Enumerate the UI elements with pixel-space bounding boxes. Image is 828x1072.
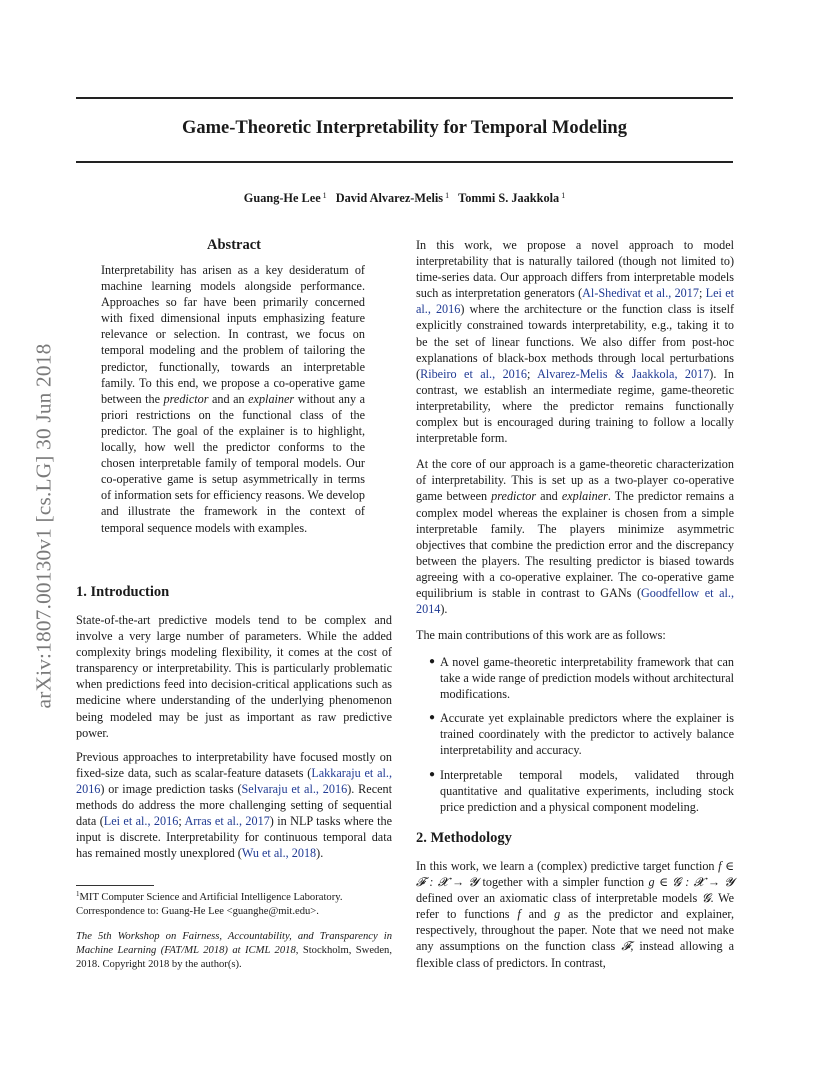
list-item: ● A novel game-theoretic interpretability framework that can take a wide range of prediction models without architectural modifications. [429, 655, 734, 702]
list-item: ● Accurate yet explainable predictors where the explainer is trained coordinately with the predictor to actively balance interpretability and accuracy. [429, 711, 734, 758]
author-list [76, 191, 733, 206]
right-paragraph-1: In this work, we propose a novel approach to model interpretability that is naturally tailored (though not limited to) time-series data. Our approach differs from interpretable models such as interpretation generators (Al-Shedivat et al., 2017; Lei et al., 2016) where the architecture or the function class is itself explicitly constrained towards interpretability, e.g., taking it to be the set of linear functions. We also differ from post-hoc explanations of black-box methods through local perturbations (Ribeiro et al., 2016; Alvarez-Melis & Jaakkola, 2017). In contrast, we establish an intermediate regime, game-theoretic interpretability, where the predictor remains functionally complex but is encouraged during training to follow a locally interpretable form. [416, 238, 735, 446]
contributions-intro: The main contributions of this work are as follows: [416, 628, 666, 643]
footnote: $^1$MIT Computer Science and Artificial Intelligence Laboratory. Correspondence to: Guang-He Lee <guanghe@mit.edu>. [76, 890, 343, 917]
workshop-notice: The 5th Workshop on Fairness, Accountability, and Transparency in Machine Learning (FAT/ML 2018) at ICML 2018, Stockholm, Sweden, 2018. Copyright 2018 by the author(s). [76, 931, 392, 970]
list-item: ● Interpretable temporal models, validated through quantitative and qualitative experiments, including stock price prediction and a physical component modeling. [429, 767, 734, 814]
citation-link[interactable]: Al-Shedivat et al., 2017 [582, 286, 699, 301]
author-2: David Alvarez-Melis $^1$ [335, 191, 450, 205]
intro-body [76, 612, 392, 861]
paper-title: Game-Theoretic Interpretability for Temporal Modeling [182, 118, 627, 138]
abstract-heading: Abstract [207, 237, 261, 253]
citation-link[interactable]: Alvarez-Melis & Jaakkola, 2017 [537, 366, 710, 381]
citation-link[interactable]: Arras et al., 2017 [184, 814, 270, 829]
abstract-body: Interpretability has arisen as a key desideratum of machine learning models alongside performance. Approaches so far have been primarily concerned with fixed dimensional inputs emphasizing feature relevance or selection. In contrast, we focus on temporal modeling and the problem of tailoring the predictor, functionally, towards an interpretable family. To this end, we propose a co-operative game between the predictor and an explainer without any a priori restrictions on the functional class of the predictor. The goal of the explainer is to highlight, locally, how well the predictor conforms to the chosen interpretable family of temporal models. Our co-operative game is setup asymmetrically in terms of information sets for efficiency reasons. We develop and illustrate the framework in the context of temporal sequence models with examples. [101, 263, 365, 535]
right-paragraph-2: At the core of our approach is a game-theoretic characterization of interpretability. This is set up as a two-player co-operative game between predictor and explainer. The predictor remains a complex model whereas the explainer is chosen from a simple interpretable family. The players minimize asymmetric objectives that combine the prediction error and the discrepancy between the players. The resulting predictor is biased towards agreeing with a co-operative explainer. The co-operative game equilibrium is stable in contrast to GANs (Goodfellow et al., 2014). [416, 457, 734, 617]
top-rule [76, 97, 733, 99]
contributions-list [429, 654, 734, 823]
author-3: Tommi S. Jaakkola $^1$ [458, 191, 566, 205]
citation-link[interactable]: Selvaraju et al., 2016 [241, 781, 348, 796]
footnote-rule [76, 885, 154, 886]
citation-link[interactable]: Lei et al., 2016 [103, 814, 179, 829]
citation-link[interactable]: Wu et al., 2018 [241, 846, 317, 861]
citation-link[interactable]: Lei et al., 2016 [416, 286, 734, 317]
citation-link[interactable]: Lakkaraju et al., 2016 [76, 765, 392, 796]
introduction-heading: 1. Introduction [76, 584, 170, 600]
title-bottom-rule [76, 161, 733, 163]
methodology-heading: 2. Methodology [416, 830, 512, 846]
intro-paragraph-2: Previous approaches to interpretability have focused mostly on fixed-size data, such as scalar-feature datasets (Lakkaraju et al., 2016) or image prediction tasks (Selvaraju et al., 2016). Recent methods do address the more challenging setting of sequential data (Lei et al., 2016; Arras et al., 2017) in NLP tasks where the input is discrete. Interpretability for continuous temporal data has remained mostly unexplored (Wu et al., 2018). [76, 749, 392, 861]
citation-link[interactable]: Ribeiro et al., 2016 [420, 366, 527, 381]
right-column-body [416, 237, 734, 643]
author-1: Guang-He Lee $^1$ [243, 191, 327, 205]
methodology-body: In this work, we learn a (complex) predictive target function f ∈ 𝓕 : 𝓧 → 𝓨 together with a simpler function g ∈ 𝓖 : 𝓧 → 𝓨 defined over an axiomatic class of interpretable models 𝓖. We refer to functions f and g as the predictor and explainer, respectively, throughout the paper. Note that we need not make any assumptions on the function class 𝓕, instead allowing a flexible class of predictors. In contrast, [416, 859, 735, 970]
citation-link[interactable]: Goodfellow et al., 2014 [416, 585, 734, 617]
intro-paragraph-1: State-of-the-art predictive models tend to be complex and involve a very large number of parameters. While the added complexity brings modeling flexibility, it comes at the cost of transparency or interpretability. This is particularly problematic when predictions feed into decision-critical applications such as medicine where understanding of the underlying phenomenon being modeled may be just as important as raw predictive power. [76, 613, 392, 740]
arxiv-stamp: arXiv:1807.00130v1 [cs.LG] 30 Jun 2018 [31, 343, 56, 709]
